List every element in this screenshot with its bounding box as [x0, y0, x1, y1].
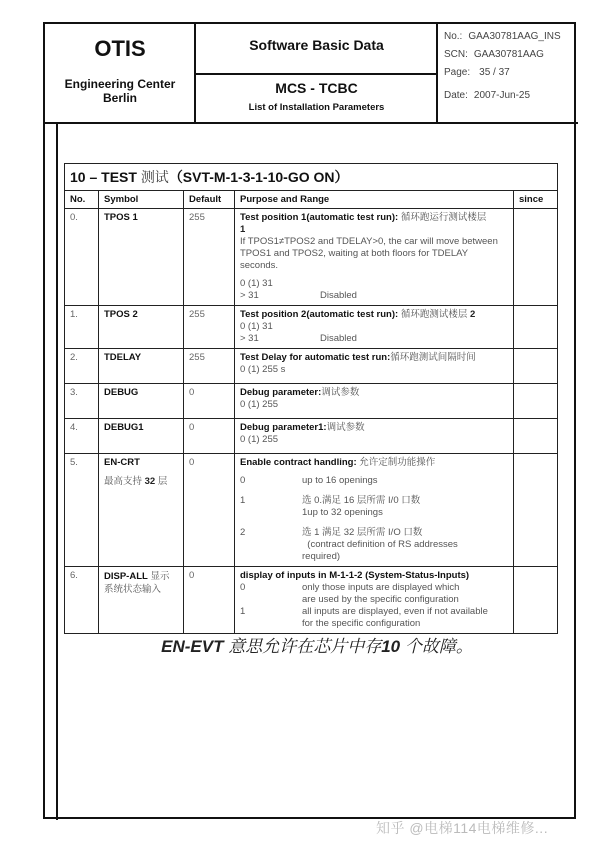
- row-purpose: Test Delay for automatic test run:循环跑测试间隔时间 0 (1) 255 s: [235, 349, 514, 384]
- row-symbol: TPOS 1: [99, 209, 184, 306]
- table-row: [65, 567, 558, 634]
- option-1: 1 选 0.满足 16 层所需 I/0 口数 1up to 32 openings: [240, 495, 421, 518]
- row-no: 1.: [65, 306, 99, 349]
- row-purpose: Test position 2(automatic test run): 循环跑测试楼层 2 0 (1) 31 > 31 Disabled: [235, 306, 514, 349]
- col-header-symbol: Symbol: [99, 191, 184, 209]
- row-default: 0: [184, 454, 235, 567]
- row-default: 255: [184, 349, 235, 384]
- table-row: [65, 349, 558, 384]
- row-purpose: display of inputs in M-1-1-2 (System-Status-Inputs) 0 only those inputs are displayed which are used by the specific configuration 1 all inputs are displayed, even if not available for the specific configuration: [235, 567, 514, 634]
- row-no: 0.: [65, 209, 99, 306]
- row-since: [514, 419, 558, 454]
- table-row: [65, 419, 558, 454]
- engineering-center: [45, 77, 195, 105]
- table-row: [65, 454, 558, 567]
- table-header-row: [65, 191, 558, 209]
- product-title: MCS - TCBC: [275, 80, 358, 96]
- col-header-since: since: [514, 191, 558, 209]
- option-0: 0 up to 16 openings: [240, 475, 378, 486]
- row-purpose: Test position 1(automatic test run): 循环跑运行测试楼层 1 If TPOS1≠TPOS2 and TDELAY>0, the car will move between TPOS1 and TPOS2, waiting at both floors for TDELAY seconds. 0 (1) 31 > 31 Disabled: [235, 209, 514, 306]
- doc-subtitle: List of Installation Parameters: [248, 102, 385, 113]
- row-since: [514, 384, 558, 419]
- row-symbol: EN-CRT 最高支持 32 层: [99, 454, 184, 567]
- footnote: EN-EVT 意思允许在芯片中存10 个故障。: [161, 637, 473, 656]
- meta-doc-no: No.: GAA30781AAG_INS: [444, 31, 561, 42]
- row-symbol: DEBUG: [99, 384, 184, 419]
- row-purpose: Debug parameter:调试参数 0 (1) 255: [235, 384, 514, 419]
- row-default: 0: [184, 567, 235, 634]
- col-header-purpose: Purpose and Range: [235, 191, 514, 209]
- row-no: 5.: [65, 454, 99, 567]
- parameter-table: [64, 163, 558, 634]
- meta-date: Date: 2007-Jun-25: [444, 90, 531, 101]
- option-0: 0 only those inputs are displayed which are used by the specific configuration: [240, 582, 460, 605]
- doc-type-title: Software Basic Data: [249, 37, 384, 53]
- row-default: 255: [184, 306, 235, 349]
- option-1: 1 all inputs are displayed, even if not available for the specific configuration: [240, 606, 488, 629]
- table-row: [65, 209, 558, 306]
- header-divider: [43, 122, 578, 124]
- row-no: 3.: [65, 384, 99, 419]
- col-header-default: Default: [184, 191, 235, 209]
- row-since: [514, 349, 558, 384]
- row-purpose: Enable contract handling: 允许定制功能操作 0 up to 16 openings 1 选 0.满足 16 层所需 I/0 口数 1up to 32 openings 2 选 1 满足 32 层所需 I/O 口数 (contract definition of RS addresses required): [235, 454, 514, 567]
- row-default: 0: [184, 419, 235, 454]
- row-no: 6.: [65, 567, 99, 634]
- table-row: [65, 384, 558, 419]
- meta-scn: SCN: GAA30781AAG: [444, 49, 544, 60]
- col-header-no: No.: [65, 191, 99, 209]
- header-row-divider: [195, 73, 436, 75]
- inner-margin-line: [56, 123, 58, 820]
- table-title-row: [65, 164, 558, 191]
- watermark: 知乎 @电梯114电梯维修...: [376, 820, 549, 836]
- row-since: [514, 209, 558, 306]
- option-2: 2 选 1 满足 32 层所需 I/O 口数 (contract definition of RS addresses required): [240, 527, 458, 562]
- row-since: [514, 454, 558, 567]
- row-since: [514, 306, 558, 349]
- row-no: 2.: [65, 349, 99, 384]
- row-default: 255: [184, 209, 235, 306]
- row-since: [514, 567, 558, 634]
- row-symbol: DEBUG1: [99, 419, 184, 454]
- table-title: 10 – TEST 测试（SVT-M-1-3-1-10-GO ON）: [65, 164, 558, 191]
- row-symbol: TDELAY: [99, 349, 184, 384]
- row-symbol: TPOS 2: [99, 306, 184, 349]
- row-description: If TPOS1≠TPOS2 and TDELAY>0, the car will move between TPOS1 and TPOS2, waiting at both floors for TDELAY seconds.: [240, 236, 498, 271]
- row-purpose: Debug parameter1:调试参数 0 (1) 255: [235, 419, 514, 454]
- center-line-2: Berlin: [102, 91, 137, 105]
- symbol-note: 最高支持 32 层: [104, 476, 168, 487]
- row-no: 4.: [65, 419, 99, 454]
- row-default: 0: [184, 384, 235, 419]
- center-line-1: Engineering Center: [64, 77, 176, 91]
- company-logo-text: OTIS: [94, 36, 146, 61]
- meta-page: Page: 35 / 37: [444, 67, 510, 78]
- row-symbol: DISP-ALL 显示系统状态输入: [99, 567, 184, 634]
- table-row: [65, 306, 558, 349]
